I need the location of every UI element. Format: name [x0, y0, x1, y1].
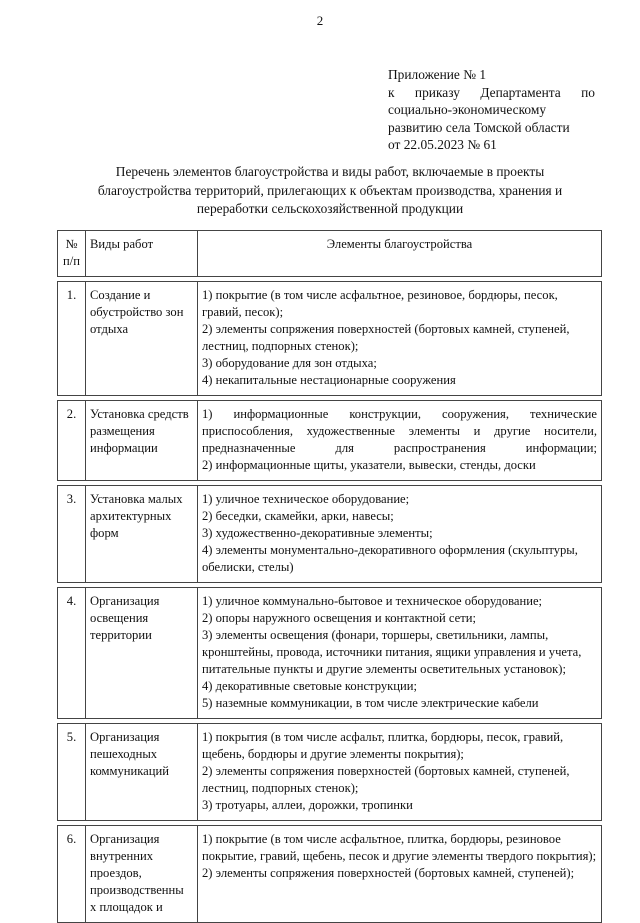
element-item: 1) покрытие (в том числе асфальтное, плитка, бордюры, резиновое покрытие, гравий, щебень, песок и другие элементы твердого покрытия); — [202, 832, 597, 863]
title-line-1: Перечень элементов благоустройства и виды работ, включаемые в проекты — [115, 164, 545, 179]
element-item: 2) опоры наружного освещения и контактной сети; — [202, 611, 476, 625]
table-row — [58, 588, 602, 719]
header-number: № п/п — [58, 231, 86, 277]
work-type: Организация пешеходных коммуникаций — [86, 724, 198, 821]
elements-list — [198, 826, 602, 923]
work-type: Установка малых архитектурных форм — [86, 486, 198, 583]
elements-list — [198, 588, 602, 719]
elements-list — [198, 282, 602, 396]
annex-department-line-2: развитию села Томской области — [388, 119, 570, 135]
elements-list — [198, 401, 602, 481]
row-number: 2. — [58, 401, 86, 481]
element-item: 1) покрытие (в том числе асфальтное, резиновое, бордюры, песок, гравий, песок); — [202, 288, 558, 319]
page-number: 2 — [316, 13, 324, 28]
element-item: 5) наземные коммуникации, в том числе электрические кабели — [202, 696, 539, 710]
table-header-row — [58, 231, 602, 277]
element-item: 3) оборудование для зон отдыха; — [202, 356, 377, 370]
element-item: 3) элементы освещения (фонари, торшеры, светильники, лампы, кронштейны, провода, источники питания, ящики управления и учета, питательные пункты и другие элементы осветительных установок); — [202, 628, 582, 676]
table-row — [58, 282, 602, 396]
work-type: Создание и обустройство зон отдыха — [86, 282, 198, 396]
element-item: 1) уличное коммунально-бытовое и техническое оборудование; — [202, 594, 543, 608]
table-row — [58, 826, 602, 923]
element-item: 1) покрытия (в том числе асфальт, плитка, бордюры, песок, гравий, щебень, бордюры и другие элементы покрытия); — [202, 730, 564, 761]
title-line-3: переработки сельскохозяйственной продукции — [196, 201, 464, 216]
element-item: 3) художественно-декоративные элементы; — [202, 526, 433, 540]
row-number: 4. — [58, 588, 86, 719]
annex-header — [388, 66, 595, 154]
document-title — [70, 163, 590, 219]
element-item: 4) декоративные световые конструкции; — [202, 679, 417, 693]
annex-department-line: социально-экономическому — [388, 102, 547, 117]
title-line-2: благоустройства территорий, прилегающих к объектам производства, хранения и — [97, 182, 563, 198]
element-item: 2) элементы сопряжения поверхностей (бортовых камней, ступеней); — [202, 866, 575, 880]
work-type: Установка средств размещения информации — [86, 401, 198, 481]
element-item: 2) информационные щиты, указатели, вывески, стенды, доски — [202, 458, 536, 472]
row-number: 6. — [58, 826, 86, 923]
element-item: 4) некапитальные нестационарные сооружения — [202, 373, 456, 387]
element-item: 2) элементы сопряжения поверхностей (бортовых камней, ступеней, лестниц, подпорных стенок); — [202, 764, 570, 795]
element-item: 1) информационные конструкции, сооружения, технические приспособления, художественные элементы и другие носители, предназначенные для распространения информации; — [202, 407, 597, 455]
elements-table — [57, 230, 602, 923]
element-item: 2) беседки, скамейки, арки, навесы; — [202, 509, 394, 523]
annex-date-number: от 22.05.2023 № 61 — [388, 137, 497, 152]
element-item: 1) уличное техническое оборудование; — [202, 492, 410, 506]
header-elements: Элементы благоустройства — [198, 231, 602, 277]
annex-order-line: к приказу Департамента по — [388, 84, 595, 100]
element-item: 3) тротуары, аллеи, дорожки, тропинки — [202, 798, 413, 812]
table-row — [58, 401, 602, 481]
work-type: Организация внутренних проездов, производственны х площадок и — [86, 826, 198, 923]
row-number: 3. — [58, 486, 86, 583]
elements-list — [198, 486, 602, 583]
elements-list — [198, 724, 602, 821]
annex-title: Приложение № 1 — [388, 67, 487, 82]
table-row — [58, 724, 602, 821]
element-item: 4) элементы монументально-декоративного оформления (скульптуры, обелиски, стелы) — [202, 543, 578, 574]
element-item: 2) элементы сопряжения поверхностей (бортовых камней, ступеней, лестниц, подпорных стенок); — [202, 322, 570, 353]
header-work-type: Виды работ — [86, 231, 198, 277]
row-number: 1. — [58, 282, 86, 396]
work-type: Организация освещения территории — [86, 588, 198, 719]
table-row — [58, 486, 602, 583]
row-number: 5. — [58, 724, 86, 821]
